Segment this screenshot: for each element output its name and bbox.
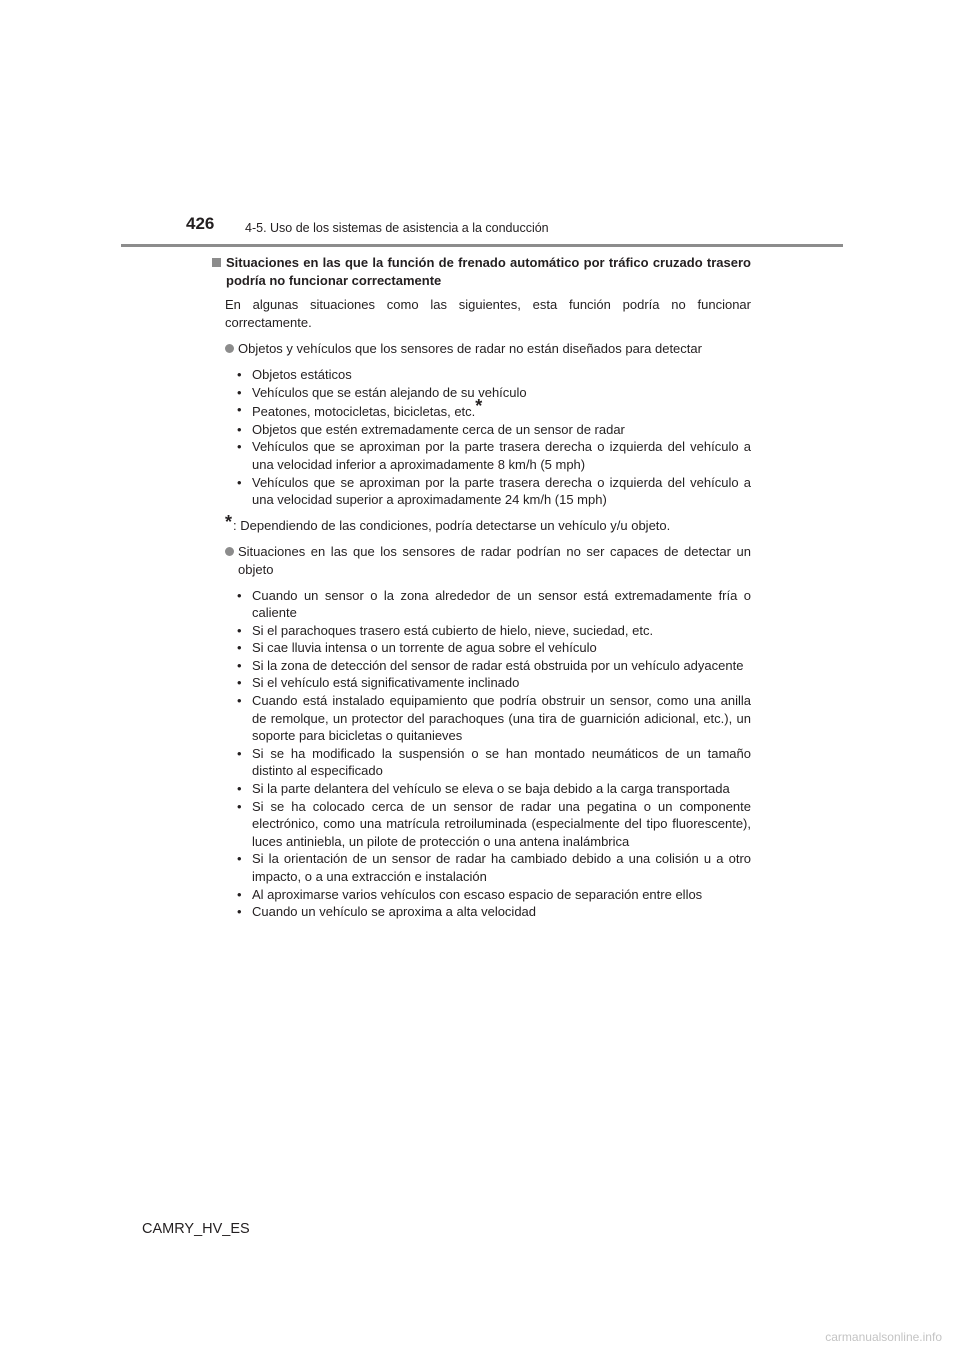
list-item: • Objetos estáticos [237, 366, 352, 382]
group1-list [237, 366, 751, 509]
circle-bullet-icon [225, 547, 234, 556]
list-item: • Objetos que estén extremadamente cerca de un sensor de radar [237, 421, 625, 437]
section-title: 4-5. Uso de los sistemas de asistencia a la conducción [245, 221, 549, 235]
list-item: • Si la orientación de un sensor de radar ha cambiado debido a una colisión u a otro impacto, o a una extracción e instalación [237, 851, 751, 884]
group2-title [225, 543, 751, 578]
footnote-text: : Dependiendo de las condiciones, podría detectarse un vehículo y/u objeto. [233, 517, 671, 533]
list-item: • Vehículos que se están alejando de su vehículo [237, 384, 527, 400]
intro-paragraph: En algunas situaciones como las siguientes, esta función podría no funcionar correctamente. [225, 297, 751, 330]
list-item: • Cuando está instalado equipamiento que podría obstruir un sensor, como una anilla de remolque, un protector del parachoques (una tira de guarnición adicional, etc.), un soporte para bicicletas o quitanieves [237, 693, 751, 744]
heading-text: Situaciones en las que la función de frenado automático por tráfico cruzado trasero podría no funcionar correctamente [226, 255, 751, 288]
list-item: • Si cae lluvia intensa o un torrente de agua sobre el vehículo [237, 640, 597, 656]
list-item: • Si se ha colocado cerca de un sensor de radar una pegatina o un componente electrónico, como una matrícula retroiluminada (especialmente del tipo fluorescente), luces antiniebla, un pilote de protección o una antena inalámbrica [237, 798, 751, 849]
group2-list [237, 587, 751, 921]
header-divider [121, 244, 843, 247]
list-item: • Vehículos que se aproximan por la parte trasera derecha o izquierda del vehículo a una velocidad inferior a aproximadamente 8 km/h (5 mph) [237, 439, 751, 472]
group1-title-text: Objetos y vehículos que los sensores de radar no están diseñados para detectar [238, 341, 702, 357]
list-item: • Vehículos que se aproximan por la parte trasera derecha o izquierda del vehículo a una velocidad superior a aproximadamente 24 km/h (15 mph) [237, 474, 751, 508]
asterisk-mark: * [475, 396, 483, 417]
list-item: • Si se ha modificado la suspensión o se han montado neumáticos de un tamaño distinto al especificado [237, 745, 751, 779]
main-content [211, 254, 751, 921]
list-item: • Cuando un vehículo se aproxima a alta velocidad [237, 904, 537, 920]
list-item: • Si la zona de detección del sensor de radar está obstruida por un vehículo adyacente [237, 657, 744, 673]
watermark: carmanualsonline.info [825, 1330, 942, 1344]
group2-title-text: Situaciones en las que los sensores de radar podrían no ser capaces de detectar un objeto [238, 544, 751, 577]
footnote [225, 511, 751, 535]
list-item: • Al aproximarse varios vehículos con escaso espacio de separación entre ellos [237, 886, 703, 902]
document-code: CAMRY_HV_ES [142, 1221, 250, 1237]
footnote-asterisk: * [225, 511, 233, 532]
page-number: 426 [186, 214, 215, 233]
list-item: • Peatones, motocicletas, bicicletas, etc.* [237, 396, 483, 420]
list-item: • Si la parte delantera del vehículo se eleva o se baja debido a la carga transportada [237, 781, 730, 797]
square-bullet-icon [212, 258, 221, 267]
list-item: • Cuando un sensor o la zona alrededor de un sensor está extremadamente fría o caliente [237, 587, 751, 621]
circle-bullet-icon [225, 344, 234, 353]
list-item: • Si el vehículo está significativamente inclinado [237, 675, 520, 691]
group1-title [225, 340, 751, 358]
section-heading [211, 254, 751, 289]
list-item: • Si el parachoques trasero está cubierto de hielo, nieve, suciedad, etc. [237, 622, 654, 638]
